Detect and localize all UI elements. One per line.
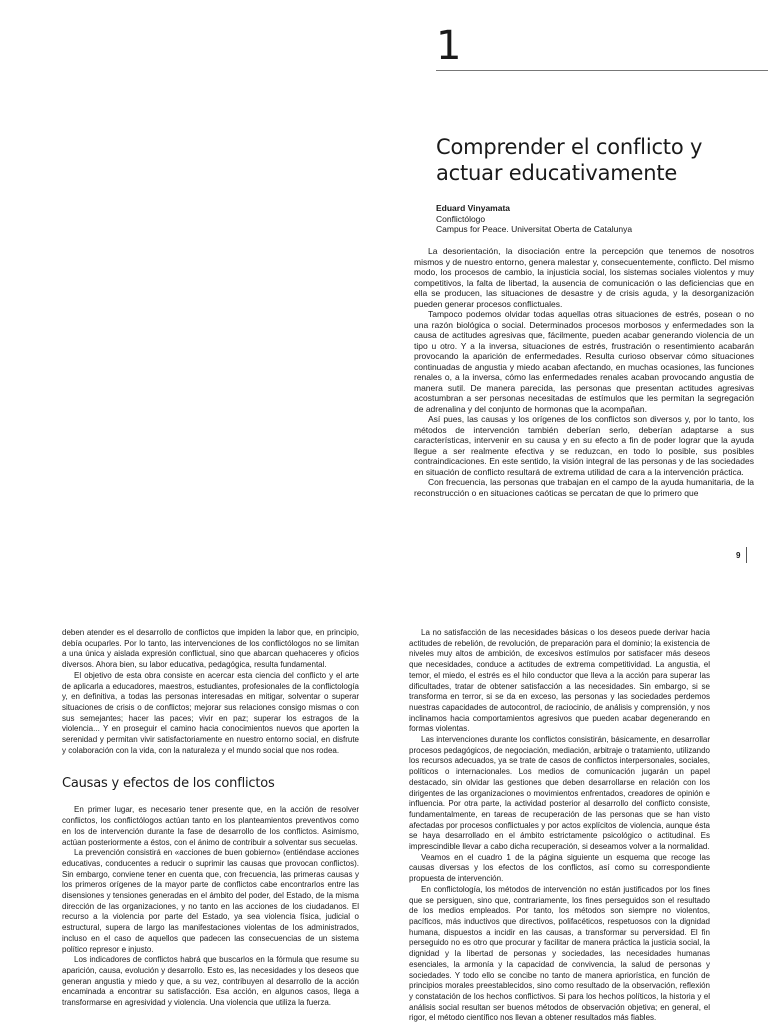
paragraph: Tampoco podemos olvidar todas aquellas otras situaciones de estrés, posean o no una razón biológica o social. Determinados procesos morbosos y enfermedades son la causa de actitudes agresivas que, fácilmente, pueden acabar generando violencia de un tipo u otro. Y a la inversa, situaciones de estrés, frustración o resentimiento acabarán provocando la aparición de enfermedades. Resulta curioso observar cómo situaciones continuadas de angustia y miedo acaban afectando, en muchas ocasiones, las funciones renales o, a la inversa, cómo las enfermedades renales acaban provocando angustia de manera sutil. De manera parecida, las personas que presentan actitudes agresivas acostumbran a ser personas necesitadas de estímulos que les permitan la segregación de adrenalina y del conjunto de hormonas que la acompañan.: [414, 309, 754, 414]
author-affiliation: Campus for Peace. Universitat Oberta de Catalunya: [436, 224, 633, 234]
left-text-column: [62, 628, 359, 1009]
paragraph: En conflictología, los métodos de intervención no están justificados por los fines que se persiguen, sino que, contrariamente, los fines perseguidos son el resultado de los medios empleados. Por tanto, los métodos son siempre no violentos, pacíficos, más inductivos que directivos, polifacéticos, respetuosos con la dignidad humana, dispuestos a incidir en las causas, a transformar su perversidad. El fin perseguido no es otro que procurar y facilitar de manera práctica la justicia social, la dignidad y la libertad de personas y sociedades, las necesidades humanas esenciales, la armonía y la capacidad de convivencia, la salud de personas y sociedades. Y todo ello se concibe no tanto de manera apriorística, en función de principios morales preestablecidos, sino como resultado de la observación, reflexión y constatación de los hechos conflictivos. Si para los hechos políticos, la historia y el análisis social resultan ser buenos métodos de observación objetiva; en general, el rigor, el método científico nos llevan a obtener resultados más fiables.: [409, 884, 710, 1023]
author-name: Eduard Vinyamata: [436, 203, 511, 213]
author-byline: [436, 203, 766, 235]
chapter-title: Comprender el conflicto y actuar educativamente: [436, 135, 703, 185]
paragraph: Así pues, las causas y los orígenes de los conflictos son diversos y, por lo tanto, los métodos de intervención también deberían serlo, deberían adaptarse a sus características, intervenir en su causa y en su efecto a fin de poder lograr que la ayuda llegue a ser realmente efectiva y se reduzcan, en todo lo posible, sus posibles contraindicaciones. En este sentido, la visión integral de las personas y de las sociedades en situación de conflicto resultará de extrema utilidad de cara a la intervención práctica.: [414, 414, 754, 477]
intro-text: [414, 246, 754, 498]
paragraph: Las intervenciones durante los conflictos consistirán, básicamente, en desarrollar procesos pedagógicos, de negociación, mediación, arbitraje o tratamiento, utilizando los recursos adecuados, ya se trate de casos de conflictos interpersonales, sociales, políticos o internacionales. Los medios de comunicación jugarán un papel destacado, sin olvidar las gestiones que deben desarrollarse en relación con los dirigentes de las organizaciones o movimientos enfrentados, creadores de opinión e influencia. Por otra parte, la actividad posterior al desarrollo del conflicto consiste, fundamentalmente, en tareas de recuperación de las personas que se han visto afectadas por procesos conflictuales y por actos explícitos de violencia, aunque ésta se haya desarrollado en el ámbito estrictamente psicológico o actitudinal. Es imprescindible llevar a cabo dicha recuperación, si deseamos volver a la normalidad.: [409, 735, 710, 852]
paragraph: Con frecuencia, las personas que trabajan en el campo de la ayuda humanitaria, de la reconstrucción o en situaciones caóticas se percatan de que lo primero que: [414, 477, 754, 498]
paragraph: La desorientación, la disociación entre la percepción que tenemos de nosotros mismos y de nuestro entorno, genera malestar y, consecuentemente, conflicto. Del mismo modo, los procesos de cambio, la injusticia social, los sistemas sociales violentos y muy competitivos, la falta de libertad, la ausencia de comunicación o las deficiencias que en ella se producen, las situaciones de desastre y de crisis aguda, y la desorganización pueden generar procesos conflictuales.: [414, 246, 754, 309]
paragraph: Veamos en el cuadro 1 de la página siguiente un esquema que recoge las causas diversas y los efectos de los conflictos, así como su correspondiente propuesta de intervención.: [409, 852, 710, 884]
right-text-column: [409, 628, 710, 1024]
chapter-rule: [436, 70, 768, 71]
author-role: Conflictólogo: [436, 213, 486, 224]
paragraph: Los indicadores de conflictos habrá que buscarlos en la fórmula que resume su aparición, causa, evolución y desarrollo. Esto es, las necesidades y los deseos que generan angustia y miedo y que, a su vez, contribuyen al desarrollo de la acción encaminada a encontrar su satisfacción. Esa acción, en algunos casos, llega a transformarse en agresividad y violencia. Una violencia que utiliza la fuerza.: [62, 955, 359, 1008]
paragraph: La no satisfacción de las necesidades básicas o los deseos puede derivar hacia actitudes de rebelión, de revolución, de preparación para el dominio; la existencia de niveles muy altos de ambición, de excesivos estímulos por satisfacer más deseos que necesidades, conduce a actitudes de extrema competitividad. La angustia, el temor, el miedo, el estrés es el hilo conductor que lleva a la acción para superar las dificultades, tratar de obtener satisfacción a las necesidades. Sin embargo, si se transforma en terror, si se da en exceso, las personas y las sociedades perdemos nuestras capacidades de autocontrol, de raciocinio, de análisis y comprensión, y nos inclinamos hacia comportamientos agresivos que pueden acabar degenerando en formas violentas.: [409, 628, 710, 734]
page-number: 9: [736, 551, 741, 560]
paragraph: En primer lugar, es necesario tener presente que, en la acción de resolver conflictos, los conflictólogos actúan tanto en los planteamientos preventivos como en los de intervención durante la fase de desarrollo de los conflictos. Asimismo, actúan posteriormente a éstos, con el ánimo de contribuir a solventar sus secuelas.: [62, 805, 359, 847]
paragraph: El objetivo de esta obra consiste en acercar esta ciencia del conflicto y el arte de aplicarla a educadores, maestros, estudiantes, profesionales de la conflictología y, en definitiva, a todas las personas interesadas en mitigar, solventar o superar situaciones de crisis o de conflictos; mejorar sus relaciones consigo mismas o con sus semejantes; hacer las paces; vivir en paz; superar los estragos de la violencia... Y en proseguir el camino hacia conocimientos nuevos que aporten la serenidad y permitan vivir satisfactoriamente en nuestro entorno social, en disfrute y colaboración con la vida, con la naturaleza y el mundo social que nos rodea.: [62, 670, 359, 755]
paragraph: La prevención consistirá en «acciones de buen gobierno» (entiéndase acciones educativas, conducentes a reducir o suprimir las causas que provocan conflictos). Sin embargo, conviene tener en cuenta que, con frecuencia, las primeras causas y los primeros orígenes de la mayor parte de conflictos cabe encontrarlos entre las disensiones y tensiones generadas en el ámbito del poder, del Estado, de la misma dirección de las organizaciones, y no tanto en las acciones de los ciudadanos. El recurso a la violencia por parte del Estado, ya sea violencia física, judicial o estructural, supera de largo las manifestaciones violentas de los administrados, incluso en el caso de aquellos que padecen las consecuencias de un sistema político represor e injusto.: [62, 848, 359, 954]
page-number-bar: [746, 547, 747, 563]
section-heading: Causas y efectos de los conflictos: [62, 776, 275, 792]
chapter-number: 1: [436, 23, 462, 69]
paragraph: deben atender es el desarrollo de conflictos que impiden la labor que, en principio, debía ocuparles. Por lo tanto, las intervenciones de los conflictólogos no se limitan a una única y aislada expresión conflictual, sino que abarcan quehaceres y oficios diversos. Ahora bien, su labor educativa, pedagógica, resulta fundamental.: [62, 628, 359, 670]
